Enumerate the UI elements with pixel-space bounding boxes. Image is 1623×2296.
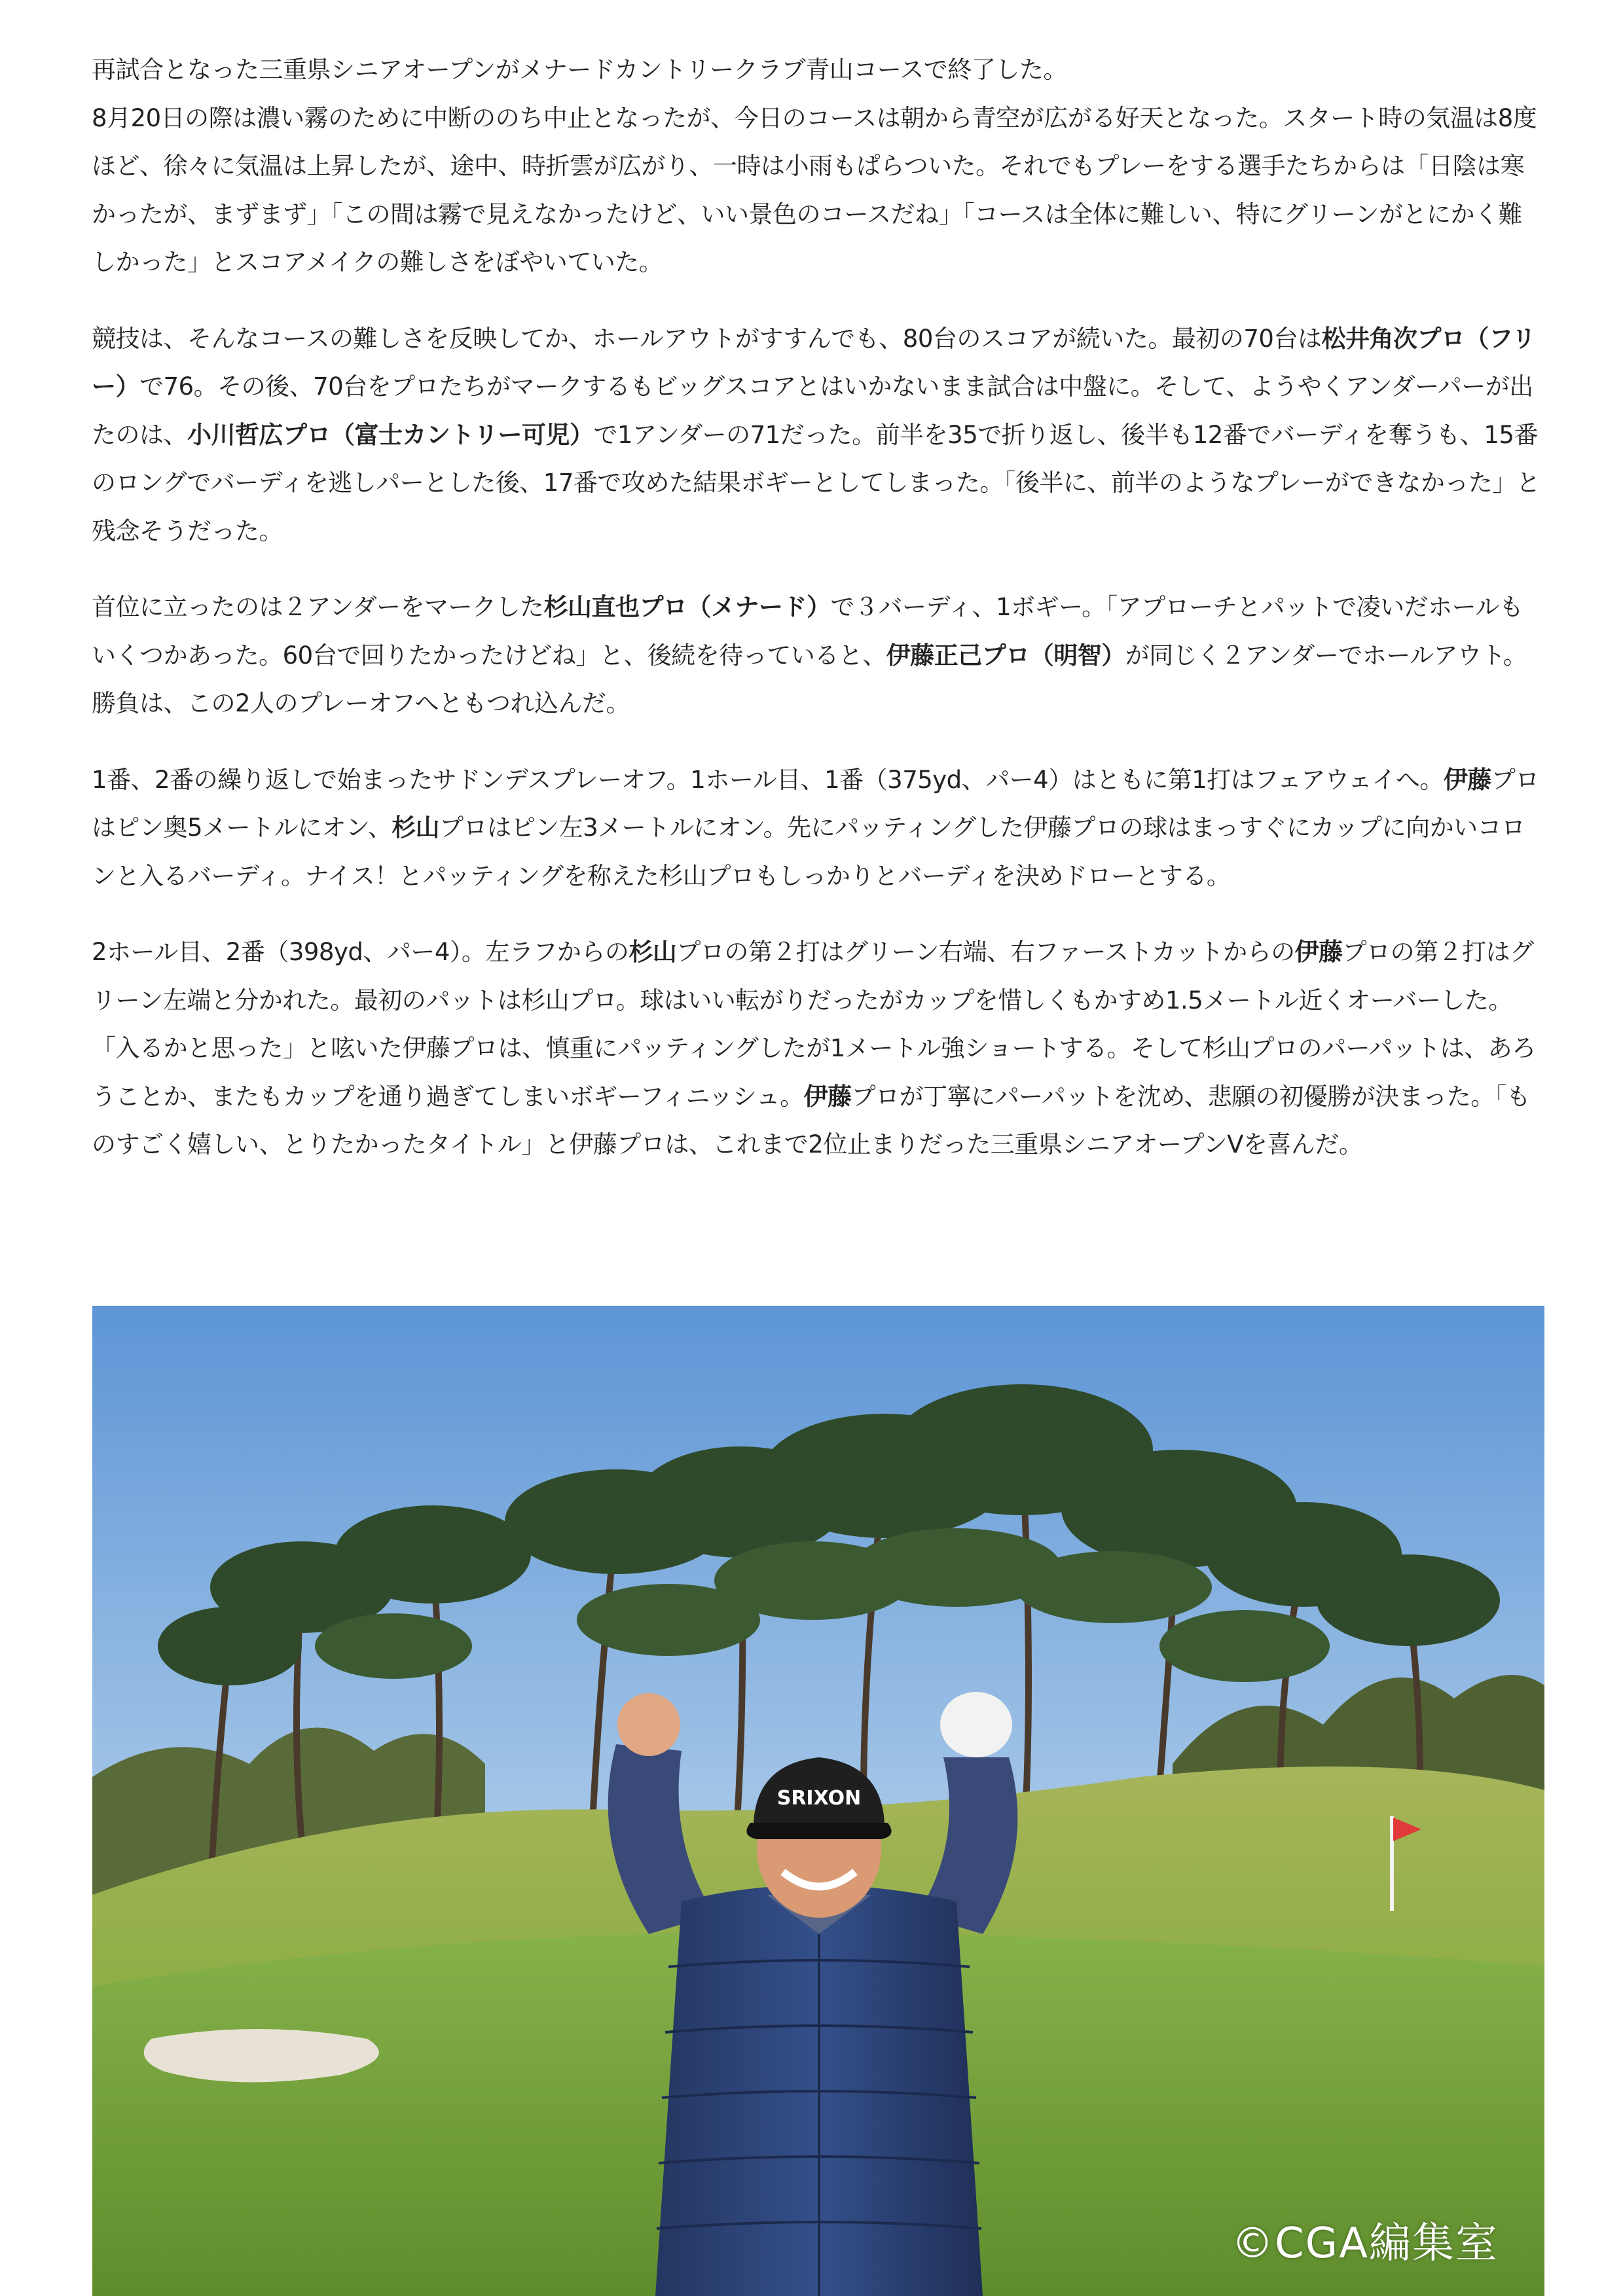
paragraph-playoff-hole1	[92, 756, 1545, 901]
intro-weather-text: 8月20日の際は濃い霧のために中断ののち中止となったが、今日のコースは朝から青空が広がる好天となった。スタート時の気温は8度ほど、徐々に気温は上昇したが、途中、時折雲が広がり、一時は小雨もぱらついた。それでもプレーをする選手たちからは「日陰は寒かったが、まずまず」「この間は霧で見えなかったけど、いい景色のコースだね」「コースは全体に難しい、特にグリーンがとにかく難しかった」とスコアメイクの難しさをぼやいていた。	[92, 103, 1537, 276]
winner-photo	[92, 1306, 1544, 2296]
paragraph-competition	[92, 315, 1545, 556]
text-segment: プロはピン左3メートルにオン。先にパッティングした伊藤プロの球はまっすぐにカップに向かいコロンと入るバーディ。ナイス！とパッティングを称えた杉山プロもしっかりとバーディを決めドローとする。	[92, 814, 1525, 890]
player-name-ito: 伊藤	[803, 1082, 852, 1111]
photo-illustration	[92, 1306, 1544, 2296]
text-segment: で３バーディ、1ボギー。「アプローチとパットで凌いだホールもいくつかあった。60台で回りたかったけどね」と、後続を待っていると、	[92, 593, 1523, 670]
photo-credit: ©CGA編集室	[1231, 2219, 1499, 2268]
text-segment: で1アンダーの71だった。前半を35で折り返し、後半も12番でバーディを奪うも、15番のロングでバーディを逃しパーとした後、17番で攻めた結果ボギーとしてしまった。「後半に、前半のようなプレーができなかった」と残念そうだった。	[92, 420, 1541, 545]
paragraph-playoff-hole2	[92, 928, 1545, 1169]
paragraph-intro	[92, 46, 1545, 287]
paragraph-leaders	[92, 583, 1545, 728]
text-segment: で76。その後、70台をプロたちがマークするもビッグスコアとはいかないまま試合は中盤に。そして、ようやくアンダーパーが出たのは、	[92, 372, 1533, 449]
player-name-ito: 伊藤正己プロ（明智）	[886, 641, 1125, 670]
player-name-sugiyama: 杉山直也プロ（メナード）	[543, 593, 831, 621]
text-segment: 2ホール目、2番（398yd、パー4）。左ラフからの	[92, 938, 629, 966]
text-segment: 1番、2番の繰り返しで始まったサドンデスプレーオフ。1ホール目、1番（375yd、パー4）はともに第1打はフェアウェイへ。	[92, 765, 1444, 794]
intro-sentence: 再試合となった三重県シニアオープンがメナードカントリークラブ青山コースで終了した。	[92, 56, 1067, 84]
text-segment: 競技は、そんなコースの難しさを反映してか、ホールアウトがすすんでも、80台のスコアが続いた。最初の70台は	[92, 324, 1322, 353]
player-name-ito: 伊藤	[1294, 938, 1343, 966]
text-segment: が同じく２アンダーでホールアウト。勝負は、この2人のプレーオフへともつれ込んだ。	[92, 641, 1527, 717]
player-name-sugiyama: 杉山	[392, 814, 440, 842]
text-segment: プロの第２打はグリーン右端、右ファーストカットからの	[676, 938, 1295, 966]
article-body	[92, 46, 1545, 1185]
text-segment: 首位に立ったのは２アンダーをマークした	[92, 593, 544, 621]
text-segment: プロが丁寧にパーパットを沈め、悲願の初優勝が決まった。「ものすごく嬉しい、とりたかったタイトル」と伊藤プロは、これまで2位止まりだった三重県シニアオープンVを喜んだ。	[92, 1082, 1531, 1158]
player-name-ito: 伊藤	[1443, 765, 1491, 794]
player-name-ogawa: 小川哲広プロ（富士カントリー可児）	[187, 420, 594, 449]
text-segment: プロの第２打はグリーン左端と分かれた。最初のパットは杉山プロ。球はいい転がりだったがカップを惜しくもかすめ1.5メートル近くオーバーした。「入るかと思った」と呟いた伊藤プロは、慎重にパッティングしたが1メートル強ショートする。そして杉山プロのパーパットは、あろうことか、またもカップを通り過ぎてしまいボギーフィニッシュ。	[92, 938, 1536, 1111]
player-name-sugiyama: 杉山	[629, 938, 677, 966]
text-segment: プロはピン奥5メートルにオン、	[92, 765, 1539, 842]
player-name-matsui: 松井角次プロ（フリー）	[92, 324, 1536, 401]
cap-logo: SRIXON	[776, 1787, 862, 1810]
